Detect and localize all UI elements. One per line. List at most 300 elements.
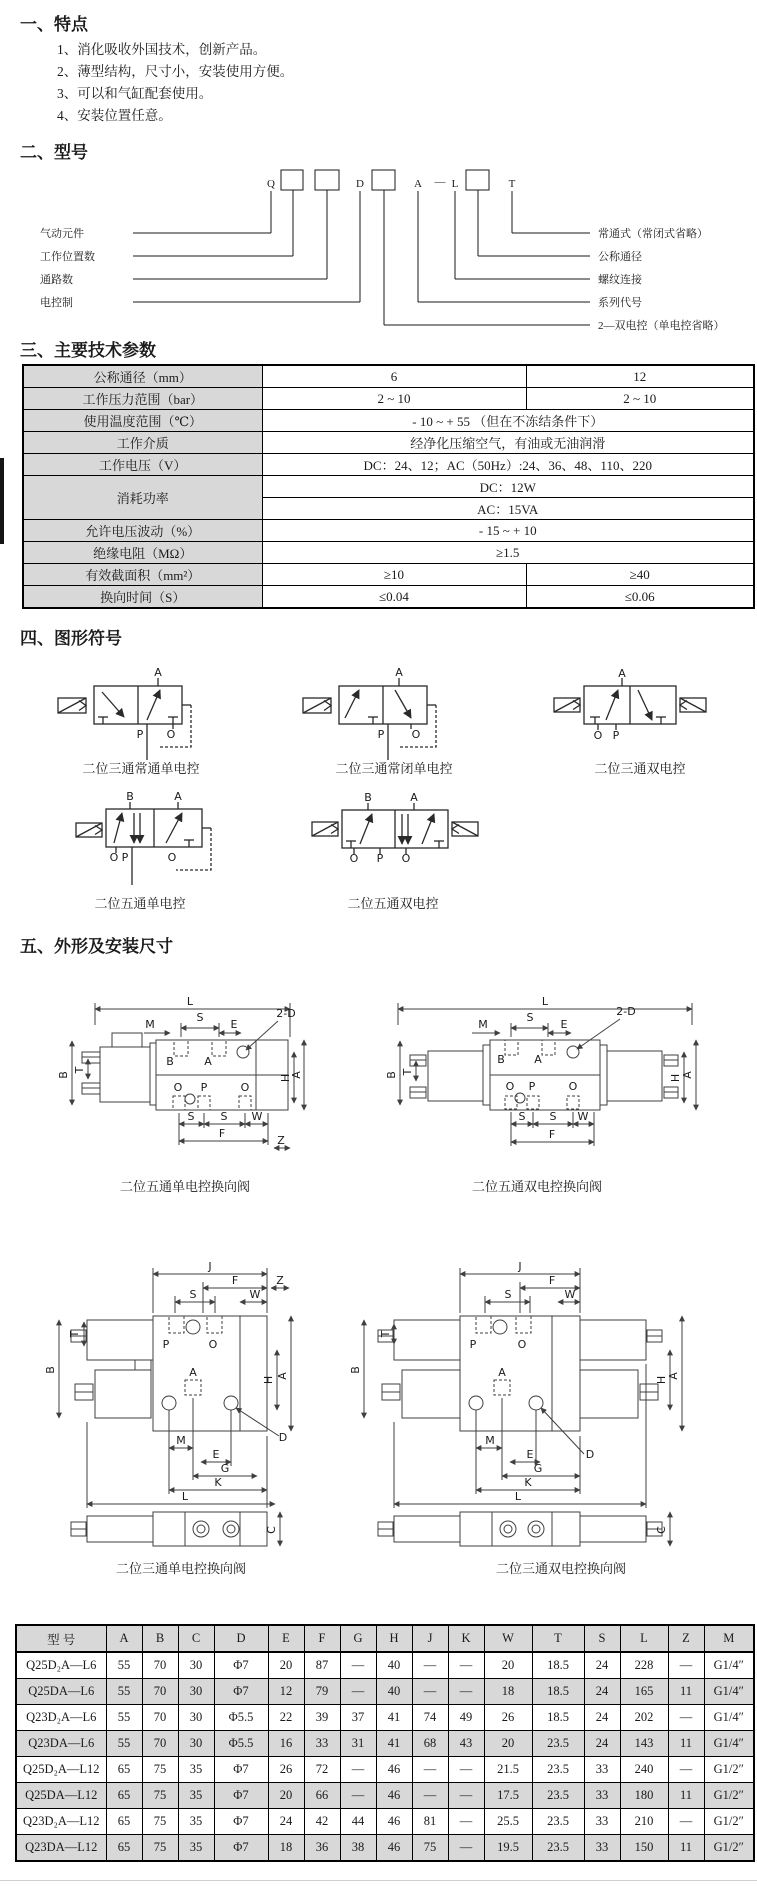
section-title-tech-params: 三、主要技术参数 bbox=[20, 341, 156, 360]
svg-label: B bbox=[57, 1071, 70, 1079]
table-cell: 21.5 bbox=[484, 1757, 532, 1783]
svg-label: A bbox=[154, 666, 162, 679]
table-header-cell: K bbox=[448, 1625, 484, 1652]
table-cell: 24 bbox=[584, 1705, 620, 1731]
svg-label: K bbox=[524, 1476, 532, 1489]
table-cell: 23.5 bbox=[532, 1757, 584, 1783]
svg-label: P bbox=[612, 729, 620, 742]
table-header-cell: C bbox=[178, 1625, 214, 1652]
param-value: ≤0.06 bbox=[526, 586, 754, 609]
svg-label: M bbox=[176, 1434, 186, 1447]
table-cell: 75 bbox=[142, 1757, 178, 1783]
svg-label: B bbox=[497, 1053, 505, 1066]
svg-label: E bbox=[560, 1018, 568, 1031]
param-value: ≥1.5 bbox=[262, 542, 754, 564]
svg-label: 气动元件 bbox=[40, 228, 84, 240]
table-cell: 23.5 bbox=[532, 1731, 584, 1757]
table-cell: Φ7 bbox=[214, 1809, 268, 1835]
table-cell: — bbox=[412, 1757, 448, 1783]
param-value: ≥40 bbox=[526, 564, 754, 586]
table-cell: Φ5.5 bbox=[214, 1705, 268, 1731]
dimension-drawing-3way-double bbox=[330, 1258, 690, 1548]
svg-label: B bbox=[44, 1366, 57, 1374]
svg-label: E bbox=[526, 1448, 534, 1461]
table-row bbox=[16, 1809, 754, 1835]
svg-label: 公称通径 bbox=[598, 251, 642, 263]
valve-symbol-5way-single bbox=[70, 790, 220, 888]
feature-item: 4、安装位置任意。 bbox=[57, 108, 172, 123]
table-cell: 55 bbox=[106, 1652, 142, 1679]
table-cell: 46 bbox=[376, 1783, 412, 1809]
svg-label: H bbox=[262, 1375, 275, 1385]
table-cell: 23.5 bbox=[532, 1783, 584, 1809]
symbol-caption: 二位五通双电控 bbox=[347, 896, 439, 911]
svg-label: F bbox=[231, 1274, 239, 1287]
svg-label: O bbox=[167, 851, 177, 864]
table-cell: 74 bbox=[412, 1705, 448, 1731]
param-label: 工作压力范围（bar） bbox=[23, 388, 262, 410]
svg-label: A bbox=[414, 178, 422, 190]
table-cell: 70 bbox=[142, 1679, 178, 1705]
table-cell: 55 bbox=[106, 1679, 142, 1705]
table-cell: 43 bbox=[448, 1731, 484, 1757]
svg-label: T bbox=[73, 1066, 86, 1074]
param-value: ≥10 bbox=[262, 564, 526, 586]
param-label: 有效截面积（mm²） bbox=[23, 564, 262, 586]
svg-label: T bbox=[68, 1330, 81, 1338]
svg-label: P bbox=[528, 1080, 536, 1093]
svg-label: P bbox=[200, 1081, 208, 1094]
svg-label: 常通式（常闭式省略） bbox=[598, 228, 708, 240]
svg-label: A bbox=[498, 1366, 506, 1379]
svg-label: C bbox=[655, 1526, 668, 1534]
table-cell: — bbox=[340, 1757, 376, 1783]
param-value: AC：15VA bbox=[262, 498, 754, 520]
svg-label: B bbox=[126, 790, 134, 803]
table-cell: Q23D₂A—L6 bbox=[16, 1705, 106, 1731]
table-cell: 180 bbox=[620, 1783, 668, 1809]
table-cell: G1/4″ bbox=[704, 1705, 754, 1731]
svg-label: E bbox=[230, 1018, 238, 1031]
table-cell: 46 bbox=[376, 1757, 412, 1783]
svg-label: Z bbox=[276, 1274, 284, 1287]
table-cell: 65 bbox=[106, 1809, 142, 1835]
valve-symbol-3way-nc-single bbox=[295, 668, 445, 763]
table-header-cell: D bbox=[214, 1625, 268, 1652]
svg-label: O bbox=[240, 1081, 250, 1094]
table-cell: 44 bbox=[340, 1809, 376, 1835]
svg-label: Z bbox=[277, 1134, 285, 1147]
table-cell: 46 bbox=[376, 1835, 412, 1862]
table-cell: G1/4″ bbox=[704, 1652, 754, 1679]
svg-label: M bbox=[145, 1018, 155, 1031]
svg-label: E bbox=[212, 1448, 220, 1461]
svg-label: L bbox=[451, 178, 459, 190]
svg-label: G bbox=[220, 1462, 230, 1475]
symbol-caption: 二位三通常闭单电控 bbox=[335, 761, 453, 776]
svg-label: D bbox=[356, 178, 364, 190]
svg-label: O bbox=[401, 852, 411, 865]
symbol-caption: 二位三通常通单电控 bbox=[82, 761, 200, 776]
table-cell: 30 bbox=[178, 1679, 214, 1705]
table-cell: 30 bbox=[178, 1652, 214, 1679]
svg-label: O bbox=[173, 1081, 183, 1094]
table-cell: 19.5 bbox=[484, 1835, 532, 1862]
svg-label: T bbox=[508, 178, 516, 190]
table-cell: — bbox=[668, 1652, 704, 1679]
svg-label: M bbox=[478, 1018, 488, 1031]
table-row bbox=[16, 1705, 754, 1731]
svg-label: 工作位置数 bbox=[40, 251, 95, 263]
table-cell: — bbox=[448, 1835, 484, 1862]
svg-label: K bbox=[214, 1476, 222, 1489]
table-cell: 37 bbox=[340, 1705, 376, 1731]
svg-label: S bbox=[518, 1110, 526, 1123]
svg-label: T bbox=[379, 1330, 392, 1338]
param-value: ≤0.04 bbox=[262, 586, 526, 609]
svg-label: P bbox=[162, 1338, 170, 1351]
table-cell: 41 bbox=[376, 1731, 412, 1757]
svg-label: H bbox=[669, 1073, 682, 1083]
table-cell: 75 bbox=[142, 1835, 178, 1862]
param-label: 使用温度范围（℃） bbox=[23, 410, 262, 432]
table-cell: — bbox=[412, 1679, 448, 1705]
table-cell: 18.5 bbox=[532, 1652, 584, 1679]
table-cell: G1/2″ bbox=[704, 1835, 754, 1862]
feature-item: 1、消化吸收外国技术，创新产品。 bbox=[57, 42, 267, 57]
table-cell: Q25DA—L12 bbox=[16, 1783, 106, 1809]
param-label: 工作电压（V） bbox=[23, 454, 262, 476]
table-cell: 33 bbox=[304, 1731, 340, 1757]
table-header-cell: A bbox=[106, 1625, 142, 1652]
table-cell: 165 bbox=[620, 1679, 668, 1705]
svg-label: W bbox=[251, 1110, 263, 1123]
table-cell: Q23DA—L6 bbox=[16, 1731, 106, 1757]
svg-label: W bbox=[249, 1288, 261, 1301]
svg-label: A bbox=[667, 1372, 680, 1380]
svg-label: A bbox=[410, 791, 418, 804]
svg-label: A bbox=[174, 790, 182, 803]
table-cell: 24 bbox=[584, 1652, 620, 1679]
svg-label: H bbox=[279, 1073, 292, 1083]
table-cell: 65 bbox=[106, 1783, 142, 1809]
svg-label: P bbox=[377, 728, 385, 741]
svg-label: A bbox=[204, 1055, 212, 1068]
table-cell: Q23D₂A—L12 bbox=[16, 1809, 106, 1835]
svg-label: Q bbox=[267, 178, 275, 190]
table-cell: 26 bbox=[484, 1705, 532, 1731]
table-cell: 35 bbox=[178, 1783, 214, 1809]
table-cell: — bbox=[340, 1652, 376, 1679]
param-value: - 15 ~ + 10 bbox=[262, 520, 754, 542]
svg-label: S bbox=[549, 1110, 557, 1123]
table-cell: 36 bbox=[304, 1835, 340, 1862]
table-cell: 33 bbox=[584, 1809, 620, 1835]
svg-label: L bbox=[514, 1490, 522, 1503]
table-cell: 16 bbox=[268, 1731, 304, 1757]
table-cell: — bbox=[412, 1652, 448, 1679]
table-header-cell: L bbox=[620, 1625, 668, 1652]
table-cell: 35 bbox=[178, 1809, 214, 1835]
svg-label: D bbox=[585, 1448, 595, 1461]
table-cell: — bbox=[448, 1679, 484, 1705]
param-value: 2 ~ 10 bbox=[262, 388, 526, 410]
table-header-cell: T bbox=[532, 1625, 584, 1652]
table-row bbox=[16, 1835, 754, 1862]
svg-label: F bbox=[218, 1127, 226, 1140]
svg-label: G bbox=[533, 1462, 543, 1475]
table-cell: 68 bbox=[412, 1731, 448, 1757]
drawing-caption: 二位五通双电控换向阀 bbox=[471, 1179, 602, 1194]
svg-label: — bbox=[434, 176, 446, 188]
table-cell: — bbox=[448, 1757, 484, 1783]
table-cell: 75 bbox=[412, 1835, 448, 1862]
svg-label: J bbox=[208, 1260, 212, 1273]
drawing-caption: 二位三通单电控换向阀 bbox=[115, 1561, 246, 1576]
table-cell: 24 bbox=[584, 1679, 620, 1705]
svg-label: L bbox=[541, 995, 549, 1008]
svg-label: A bbox=[681, 1071, 694, 1079]
svg-label: 2-D bbox=[276, 1007, 296, 1020]
table-cell: 70 bbox=[142, 1731, 178, 1757]
param-value: DC：24、12；AC（50Hz）:24、36、48、110、220 bbox=[262, 454, 754, 476]
table-header-cell: F bbox=[304, 1625, 340, 1652]
svg-label: S bbox=[196, 1011, 204, 1024]
table-cell: 42 bbox=[304, 1809, 340, 1835]
param-label: 消耗功率 bbox=[23, 476, 262, 520]
param-label: 绝缘电阻（MΩ） bbox=[23, 542, 262, 564]
table-header-cell: G bbox=[340, 1625, 376, 1652]
svg-label: 电控制 bbox=[40, 297, 73, 309]
svg-label: H bbox=[655, 1375, 668, 1385]
table-cell: 70 bbox=[142, 1705, 178, 1731]
table-cell: 202 bbox=[620, 1705, 668, 1731]
table-row bbox=[16, 1679, 754, 1705]
table-cell: G1/2″ bbox=[704, 1783, 754, 1809]
svg-label: J bbox=[518, 1260, 522, 1273]
table-header-cell: W bbox=[484, 1625, 532, 1652]
table-cell: 40 bbox=[376, 1679, 412, 1705]
table-cell: Φ5.5 bbox=[214, 1731, 268, 1757]
table-cell: 39 bbox=[304, 1705, 340, 1731]
svg-label: 2—双电控（单电控省略） bbox=[598, 320, 725, 332]
table-row bbox=[16, 1757, 754, 1783]
param-label: 换向时间（S） bbox=[23, 586, 262, 609]
table-cell: 26 bbox=[268, 1757, 304, 1783]
svg-label: O bbox=[411, 728, 421, 741]
table-row bbox=[16, 1652, 754, 1679]
section-title-model: 二、型号 bbox=[20, 143, 88, 162]
svg-label: O bbox=[505, 1080, 515, 1093]
svg-label: 2-D bbox=[616, 1005, 636, 1018]
svg-label: S bbox=[526, 1011, 534, 1024]
table-cell: 79 bbox=[304, 1679, 340, 1705]
param-value: 经净化压缩空气，有油或无油润滑 bbox=[262, 432, 754, 454]
table-cell: Φ7 bbox=[214, 1652, 268, 1679]
table-cell: — bbox=[668, 1757, 704, 1783]
table-cell: 65 bbox=[106, 1835, 142, 1862]
svg-label: O bbox=[593, 729, 603, 742]
scan-artifact bbox=[0, 458, 4, 544]
svg-label: B bbox=[385, 1071, 398, 1079]
dimension-drawing-3way-single bbox=[35, 1258, 325, 1548]
param-label: 允许电压波动（%） bbox=[23, 520, 262, 542]
table-header-cell: J bbox=[412, 1625, 448, 1652]
table-cell: 18.5 bbox=[532, 1679, 584, 1705]
svg-label: D bbox=[278, 1431, 288, 1444]
table-cell: G1/2″ bbox=[704, 1757, 754, 1783]
drawing-caption: 二位三通双电控换向阀 bbox=[495, 1561, 626, 1576]
svg-label: 螺纹连接 bbox=[598, 274, 642, 286]
param-value: - 10 ~ + 55 （但在不冻结条件下） bbox=[262, 410, 754, 432]
table-cell: 228 bbox=[620, 1652, 668, 1679]
svg-label: A bbox=[618, 667, 626, 680]
svg-label: W bbox=[564, 1288, 576, 1301]
table-cell: Q23DA—L12 bbox=[16, 1835, 106, 1862]
svg-label: P bbox=[376, 852, 384, 865]
section-title-symbols: 四、图形符号 bbox=[20, 629, 122, 648]
table-header-row bbox=[16, 1625, 754, 1652]
table-cell: Q25DA—L6 bbox=[16, 1679, 106, 1705]
table-cell: 210 bbox=[620, 1809, 668, 1835]
table-cell: 46 bbox=[376, 1809, 412, 1835]
table-cell: Φ7 bbox=[214, 1783, 268, 1809]
svg-label: B bbox=[364, 791, 372, 804]
table-cell: 20 bbox=[484, 1731, 532, 1757]
table-cell: 49 bbox=[448, 1705, 484, 1731]
table-cell: — bbox=[448, 1783, 484, 1809]
svg-label: T bbox=[401, 1068, 414, 1076]
table-cell: — bbox=[448, 1809, 484, 1835]
table-cell: 33 bbox=[584, 1835, 620, 1862]
table-cell: 18 bbox=[268, 1835, 304, 1862]
table-cell: 20 bbox=[268, 1652, 304, 1679]
table-cell: 24 bbox=[268, 1809, 304, 1835]
table-cell: — bbox=[340, 1679, 376, 1705]
svg-label: A bbox=[189, 1366, 197, 1379]
table-cell: 20 bbox=[484, 1652, 532, 1679]
table-cell: 35 bbox=[178, 1835, 214, 1862]
svg-label: P bbox=[469, 1338, 477, 1351]
table-cell: 33 bbox=[584, 1783, 620, 1809]
table-cell: 20 bbox=[268, 1783, 304, 1809]
svg-label: O bbox=[166, 728, 176, 741]
param-value: 2 ~ 10 bbox=[526, 388, 754, 410]
table-header-cell: S bbox=[584, 1625, 620, 1652]
table-cell: 87 bbox=[304, 1652, 340, 1679]
table-cell: — bbox=[448, 1652, 484, 1679]
svg-label: S bbox=[220, 1110, 228, 1123]
valve-symbol-3way-no-single bbox=[50, 668, 200, 763]
svg-label: A bbox=[534, 1053, 542, 1066]
table-cell: 17.5 bbox=[484, 1783, 532, 1809]
table-cell: 33 bbox=[584, 1757, 620, 1783]
table-cell: Q25D₂A—L12 bbox=[16, 1757, 106, 1783]
table-cell: 11 bbox=[668, 1731, 704, 1757]
table-cell: 55 bbox=[106, 1731, 142, 1757]
svg-label: A bbox=[290, 1071, 303, 1079]
svg-label: P bbox=[136, 728, 144, 741]
table-cell: — bbox=[412, 1783, 448, 1809]
svg-label: B bbox=[349, 1366, 362, 1374]
svg-label: W bbox=[577, 1110, 589, 1123]
svg-label: O bbox=[568, 1080, 578, 1093]
section-title-features: 一、特点 bbox=[20, 15, 88, 34]
table-cell: 22 bbox=[268, 1705, 304, 1731]
table-cell: 30 bbox=[178, 1731, 214, 1757]
table-cell: Q25D₂A—L6 bbox=[16, 1652, 106, 1679]
feature-item: 2、薄型结构，尺寸小，安装使用方便。 bbox=[57, 64, 294, 79]
table-header-cell: B bbox=[142, 1625, 178, 1652]
table-cell: 40 bbox=[376, 1652, 412, 1679]
svg-label: S bbox=[189, 1288, 197, 1301]
svg-label: O bbox=[208, 1338, 218, 1351]
table-cell: 81 bbox=[412, 1809, 448, 1835]
svg-label: L bbox=[186, 995, 194, 1008]
svg-label: O bbox=[517, 1338, 527, 1351]
dimension-drawing-5way-double bbox=[380, 995, 710, 1185]
table-cell: — bbox=[668, 1705, 704, 1731]
table-cell: 55 bbox=[106, 1705, 142, 1731]
table-cell: 18 bbox=[484, 1679, 532, 1705]
drawing-caption: 二位五通单电控换向阀 bbox=[119, 1179, 250, 1194]
table-cell: 75 bbox=[142, 1809, 178, 1835]
table-cell: 11 bbox=[668, 1783, 704, 1809]
table-cell: G1/4″ bbox=[704, 1731, 754, 1757]
table-cell: 12 bbox=[268, 1679, 304, 1705]
symbol-caption: 二位五通单电控 bbox=[94, 896, 186, 911]
tech-params-table bbox=[22, 364, 755, 609]
table-cell: 18.5 bbox=[532, 1705, 584, 1731]
param-value: 6 bbox=[262, 365, 526, 388]
param-label: 工作介质 bbox=[23, 432, 262, 454]
table-cell: G1/4″ bbox=[704, 1679, 754, 1705]
svg-label: P bbox=[121, 851, 129, 864]
svg-label: M bbox=[485, 1434, 495, 1447]
table-cell: Φ7 bbox=[214, 1679, 268, 1705]
svg-label: B bbox=[166, 1055, 174, 1068]
symbol-caption: 二位三通双电控 bbox=[594, 761, 686, 776]
svg-label: O bbox=[109, 851, 119, 864]
svg-label: A bbox=[276, 1372, 289, 1380]
table-cell: G1/2″ bbox=[704, 1809, 754, 1835]
table-cell: 24 bbox=[584, 1731, 620, 1757]
valve-symbol-3way-double bbox=[550, 667, 710, 752]
table-cell: 23.5 bbox=[532, 1809, 584, 1835]
table-cell: 75 bbox=[142, 1783, 178, 1809]
table-row bbox=[16, 1731, 754, 1757]
table-cell: 143 bbox=[620, 1731, 668, 1757]
svg-label: L bbox=[181, 1490, 189, 1503]
param-value: DC：12W bbox=[262, 476, 754, 498]
table-cell: 66 bbox=[304, 1783, 340, 1809]
table-cell: Φ7 bbox=[214, 1757, 268, 1783]
valve-symbol-5way-double bbox=[310, 791, 480, 876]
table-cell: 30 bbox=[178, 1705, 214, 1731]
footer-divider bbox=[0, 1880, 757, 1881]
svg-label: S bbox=[187, 1110, 195, 1123]
table-cell: 11 bbox=[668, 1835, 704, 1862]
svg-label: F bbox=[548, 1274, 556, 1287]
svg-label: S bbox=[504, 1288, 512, 1301]
table-header-cell: Z bbox=[668, 1625, 704, 1652]
table-cell: Φ7 bbox=[214, 1835, 268, 1862]
svg-label: C bbox=[265, 1526, 278, 1534]
table-cell: 70 bbox=[142, 1652, 178, 1679]
table-cell: 41 bbox=[376, 1705, 412, 1731]
table-cell: — bbox=[340, 1783, 376, 1809]
table-cell: 25.5 bbox=[484, 1809, 532, 1835]
